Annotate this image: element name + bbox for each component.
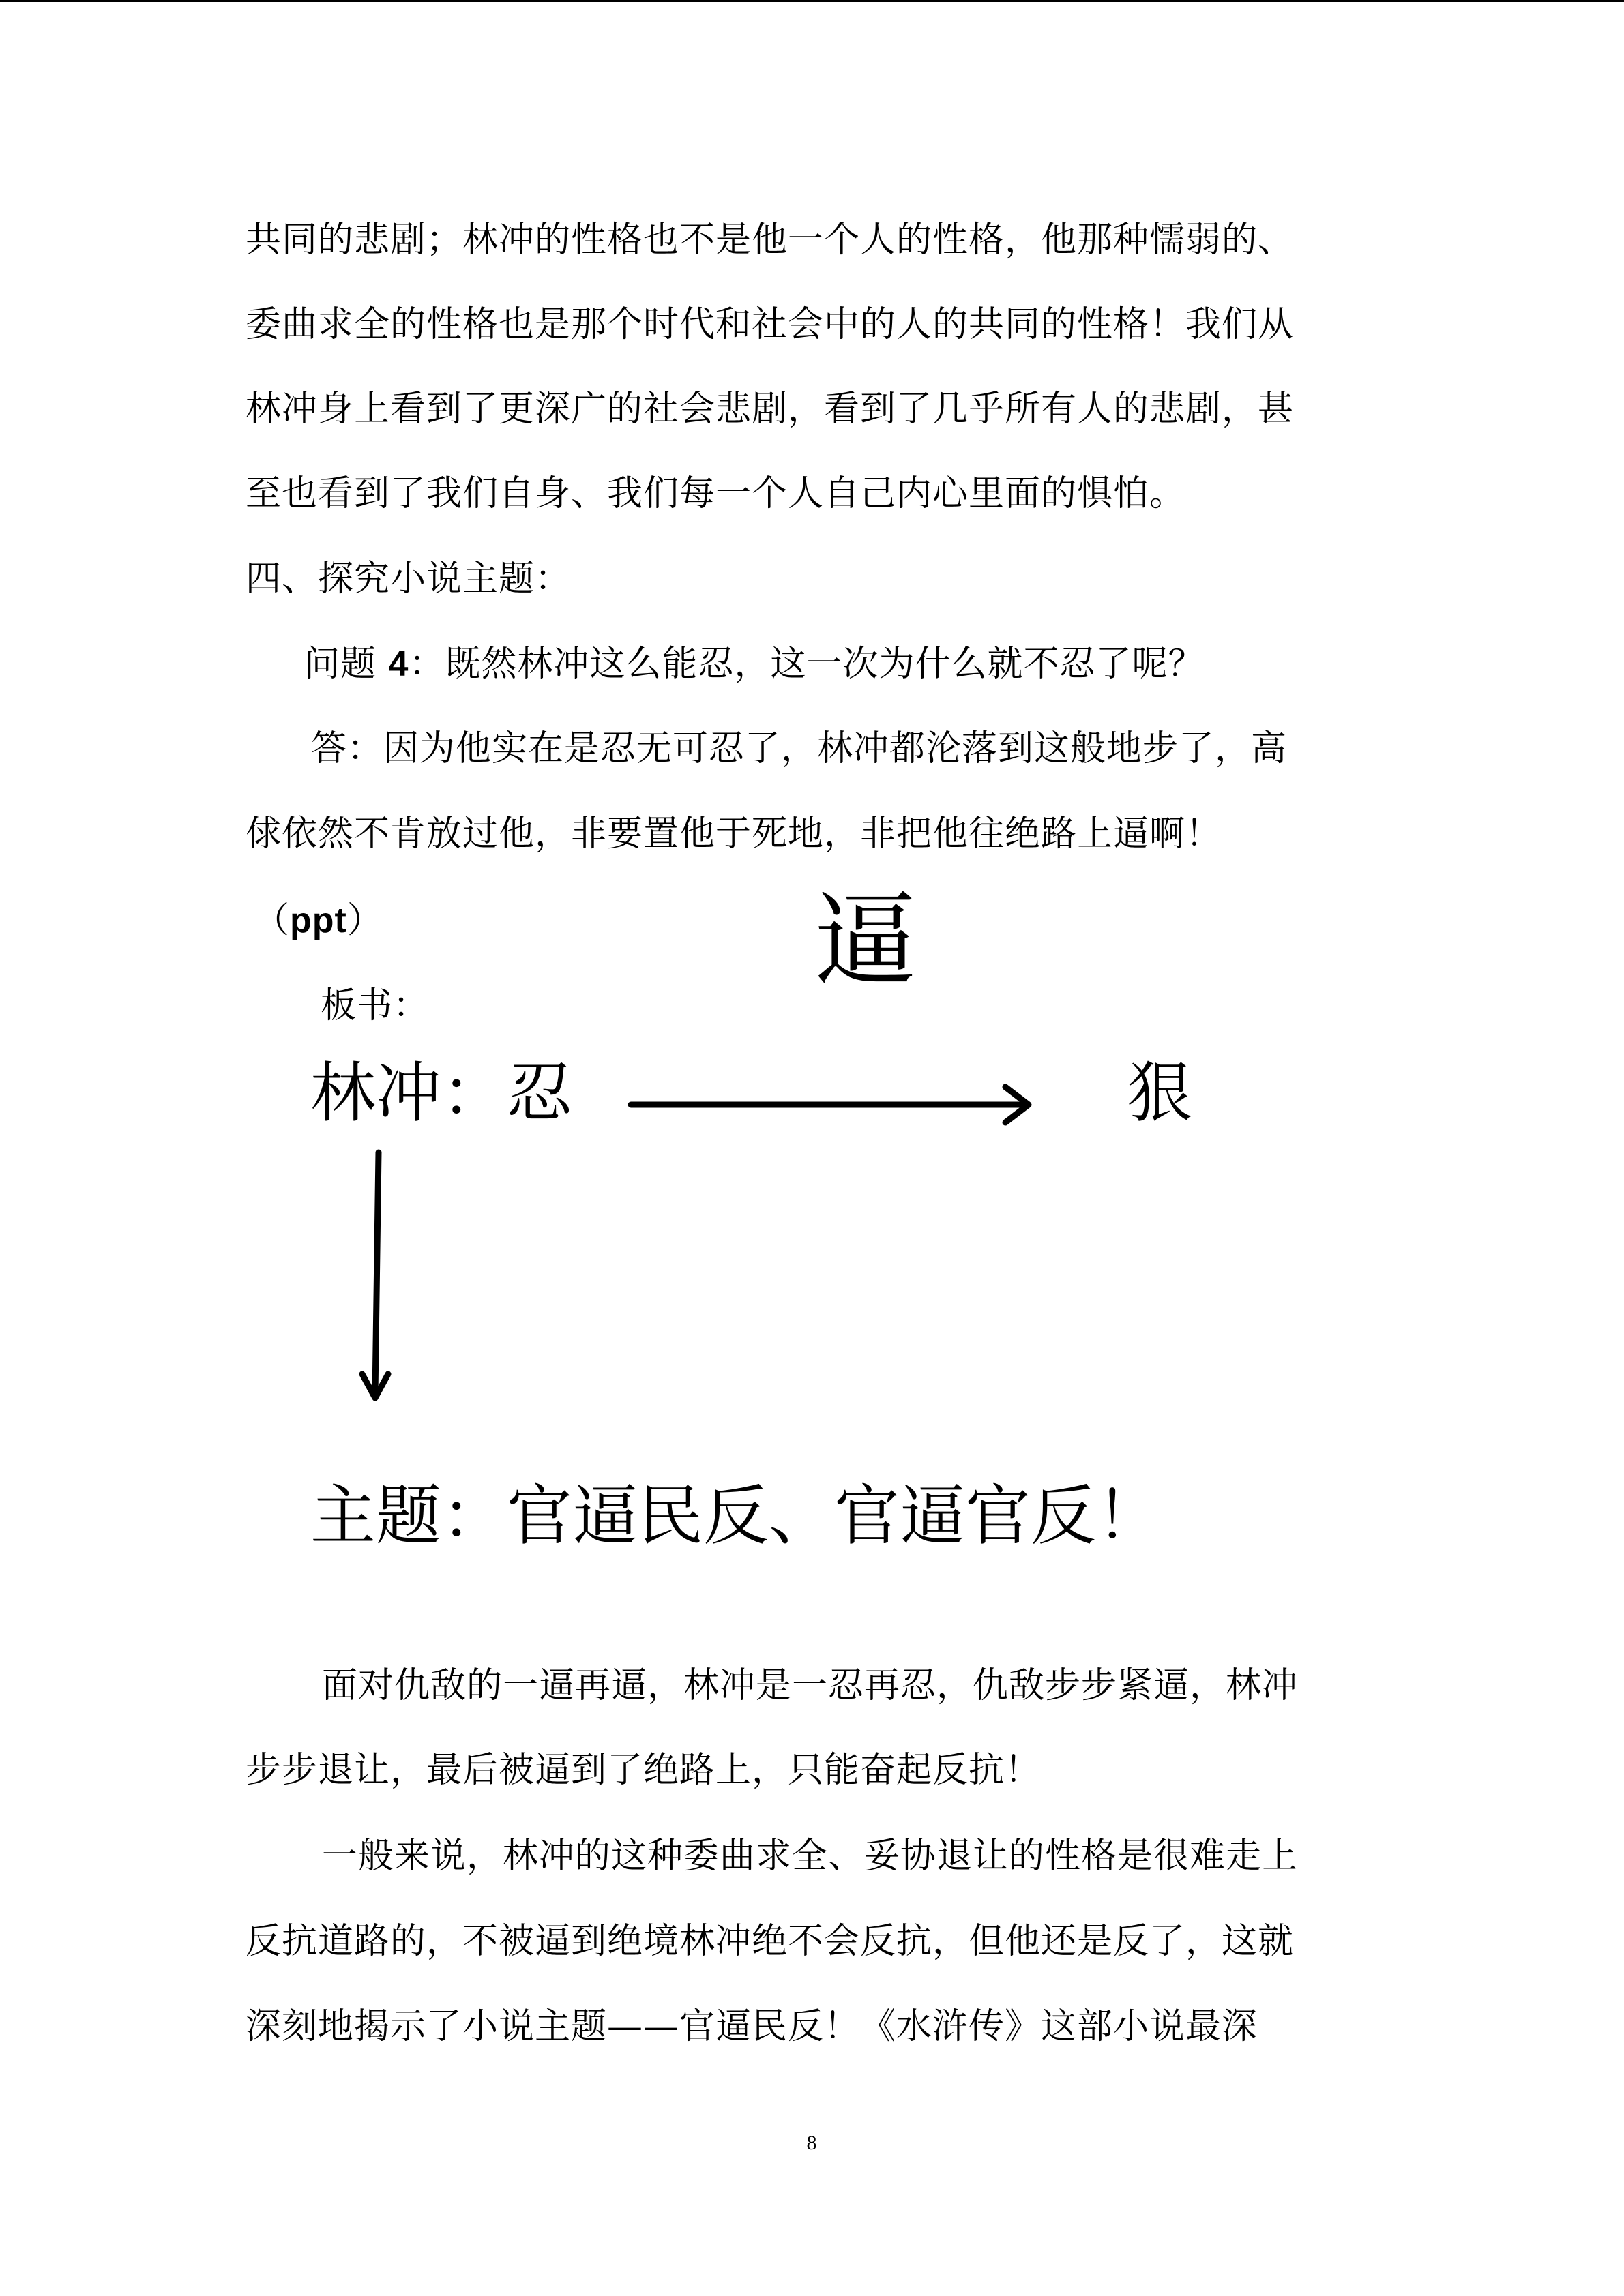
answer-line: 俅依然不肯放过他，非要置他于死地，非把他往绝路上逼啊！ bbox=[246, 814, 1222, 854]
body-text-line: 步步退让，最后被逼到了绝路上，只能奋起反抗！ bbox=[246, 1750, 1042, 1791]
body-text-line: 至也看到了我们自身、我们每一个人自己内心里面的惧怕。 bbox=[246, 473, 1186, 514]
question-number: 4 bbox=[388, 644, 409, 684]
answer-line: 答：因为他实在是忍无可忍了，林冲都沦落到这般地步了，高 bbox=[311, 728, 1288, 769]
section-heading: 四、探究小说主题： bbox=[246, 558, 572, 599]
ppt-text: ppt bbox=[290, 901, 347, 940]
ppt-close-paren: ） bbox=[346, 900, 383, 941]
ppt-open-paren: （ bbox=[254, 900, 291, 941]
down-arrow bbox=[362, 1152, 388, 1398]
board-end-text: 狠 bbox=[1127, 1055, 1192, 1131]
body-text-line: 一般来说，林冲的这种委曲求全、妥协退让的性格是很难走上 bbox=[322, 1836, 1299, 1877]
board-arrow-label: 逼 bbox=[814, 882, 917, 1000]
question-text: ：既然林冲这么能忍，这一次为什么就不忍了呢？ bbox=[409, 644, 1205, 685]
question-prefix: 问题 bbox=[304, 644, 389, 685]
body-text-line: 面对仇敌的一逼再逼，林冲是一忍再忍，仇敌步步紧逼，林冲 bbox=[322, 1665, 1299, 1706]
board-theme-text: 主题：官逼民反、官逼官反！ bbox=[310, 1478, 1162, 1554]
right-arrow bbox=[631, 1087, 1029, 1122]
body-text-line: 共同的悲剧；林冲的性格也不是他一个人的性格，他那种懦弱的、 bbox=[246, 220, 1295, 260]
body-text-line: 反抗道路的，不被逼到绝境林冲绝不会反抗，但他还是反了，这就 bbox=[246, 1921, 1295, 1962]
body-text-line: 林冲身上看到了更深广的社会悲剧，看到了几乎所有人的悲剧，甚 bbox=[246, 389, 1295, 430]
body-text-line: 深刻地揭示了小说主题——官逼民反！《水浒传》这部小说最深 bbox=[246, 2006, 1258, 2047]
page-number: 8 bbox=[806, 2132, 817, 2154]
board-start-text: 林冲：忍 bbox=[310, 1055, 572, 1131]
body-text-line: 委曲求全的性格也是那个时代和社会中的人的共同的性格！我们从 bbox=[246, 304, 1295, 345]
board-label: 板书： bbox=[321, 985, 430, 1026]
